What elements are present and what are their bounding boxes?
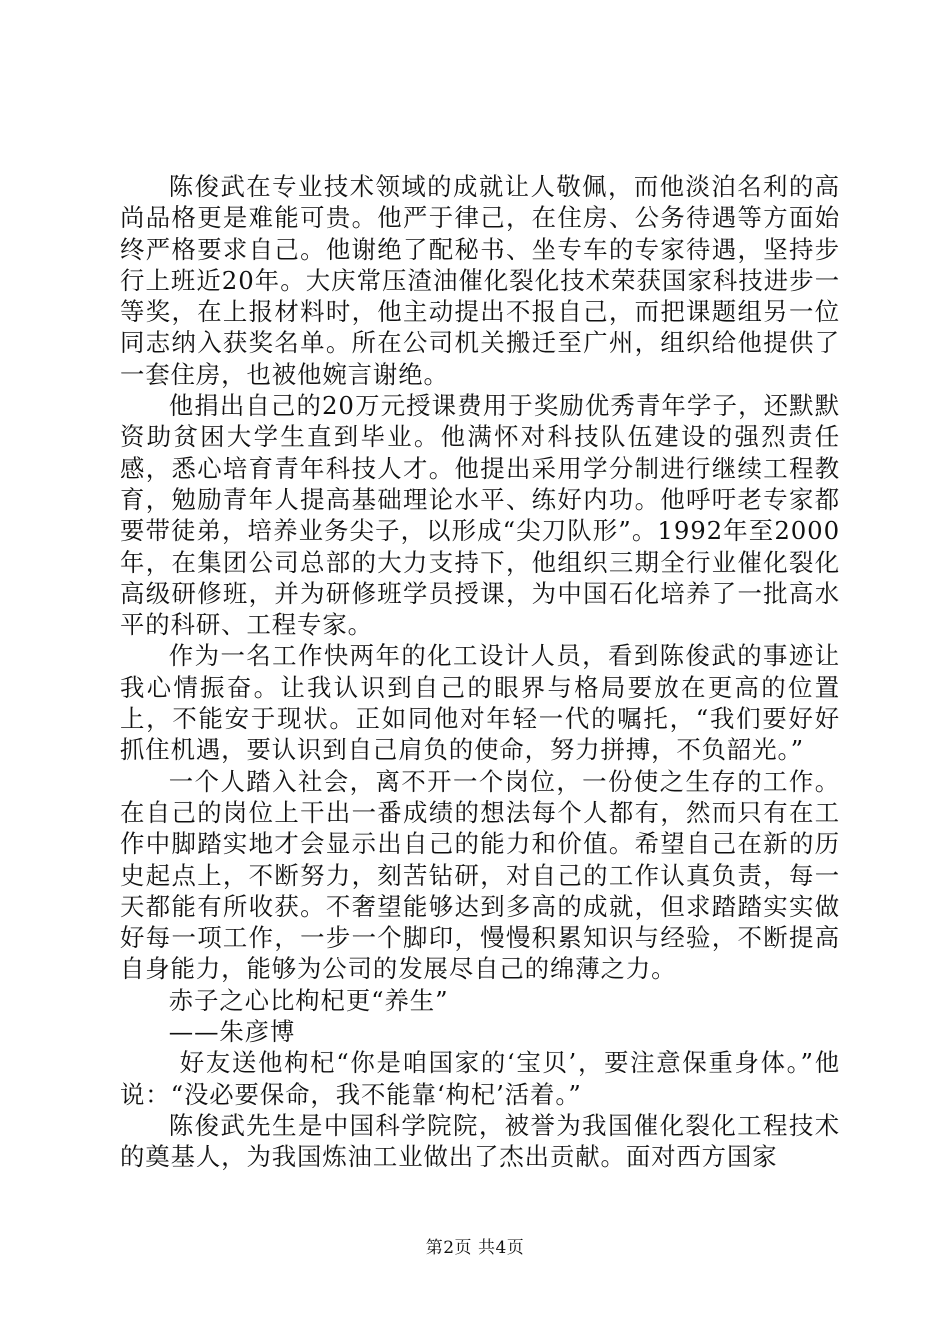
document-body bbox=[120, 171, 840, 1173]
section-title: 赤子之心比枸杞更“养生” bbox=[168, 985, 449, 1015]
paragraph-2: 他捐出自己的20万元授课费用于奖励优秀青年学子，还默默资助贫困大学生直到毕业。他满怀对科技队伍建设的强烈责任感，悉心培育青年科技人才。他提出采用学分制进行继续工程教育，勉励青年人提高基础理论水平、练好内功。他呼吁老专家都要带徒弟，培养业务尖子，以形成“尖刀队形”。1992年至2000年，在集团公司总部的大力支持下，他组织三期全行业催化裂化高级研修班，并为研修班学员授课，为中国石化培养了一批高水平的科研、工程专家。 bbox=[120, 391, 840, 640]
paragraph-3: 作为一名工作快两年的化工设计人员，看到陈俊武的事迹让我心情振奋。让我认识到自己的眼界与格局要放在更高的位置上，不能安于现状。正如同他对年轻一代的嘱托，“我们要好好抓住机遇，要认识到自己肩负的使命，努力拼搏，不负韶光。” bbox=[120, 641, 840, 765]
paragraph-1: 陈俊武在专业技术领域的成就让人敬佩，而他淡泊名利的高尚品格更是难能可贵。他严于律己，在住房、公务待遇等方面始终严格要求自己。他谢绝了配秘书、坐专车的专家待遇，坚持步行上班近20年。大庆常压渣油催化裂化技术荣获国家科技进步一等奖，在上报材料时，他主动提出不报自己，而把课题组另一位同志纳入获奖名单。所在公司机关搬迁至广州，组织给他提供了一套住房，也被他婉言谢绝。 bbox=[120, 172, 840, 389]
quote-paragraph: 好友送他枸杞“你是咱国家的‘宝贝’，要注意保重身体。”他说：“没必要保命，我不能靠‘枸杞’活着。” bbox=[120, 1048, 840, 1109]
paragraph-4: 一个人踏入社会，离不开一个岗位，一份使之生存的工作。在自己的岗位上干出一番成绩的想法每个人都有，然而只有在工作中脚踏实地才会显示出自己的能力和价值。希望自己在新的历史起点上，不断努力，刻苦钻研，对自己的工作认真负责，每一天都能有所收获。不奢望能够达到多高的成就，但求踏踏实实做好每一项工作，一步一个脚印，慢慢积累知识与经验，不断提高自身能力，能够为公司的发展尽自己的绵薄之力。 bbox=[120, 766, 840, 984]
page-footer: 第2页 共4页 bbox=[425, 1238, 525, 1258]
paragraph-last: 陈俊武先生是中国科学院院，被誉为我国催化裂化工程技术的奠基人，为我国炼油工业做出了杰出贡献。面对西方国家 bbox=[120, 1110, 840, 1172]
section-author: ——朱彦博 bbox=[168, 1017, 296, 1047]
